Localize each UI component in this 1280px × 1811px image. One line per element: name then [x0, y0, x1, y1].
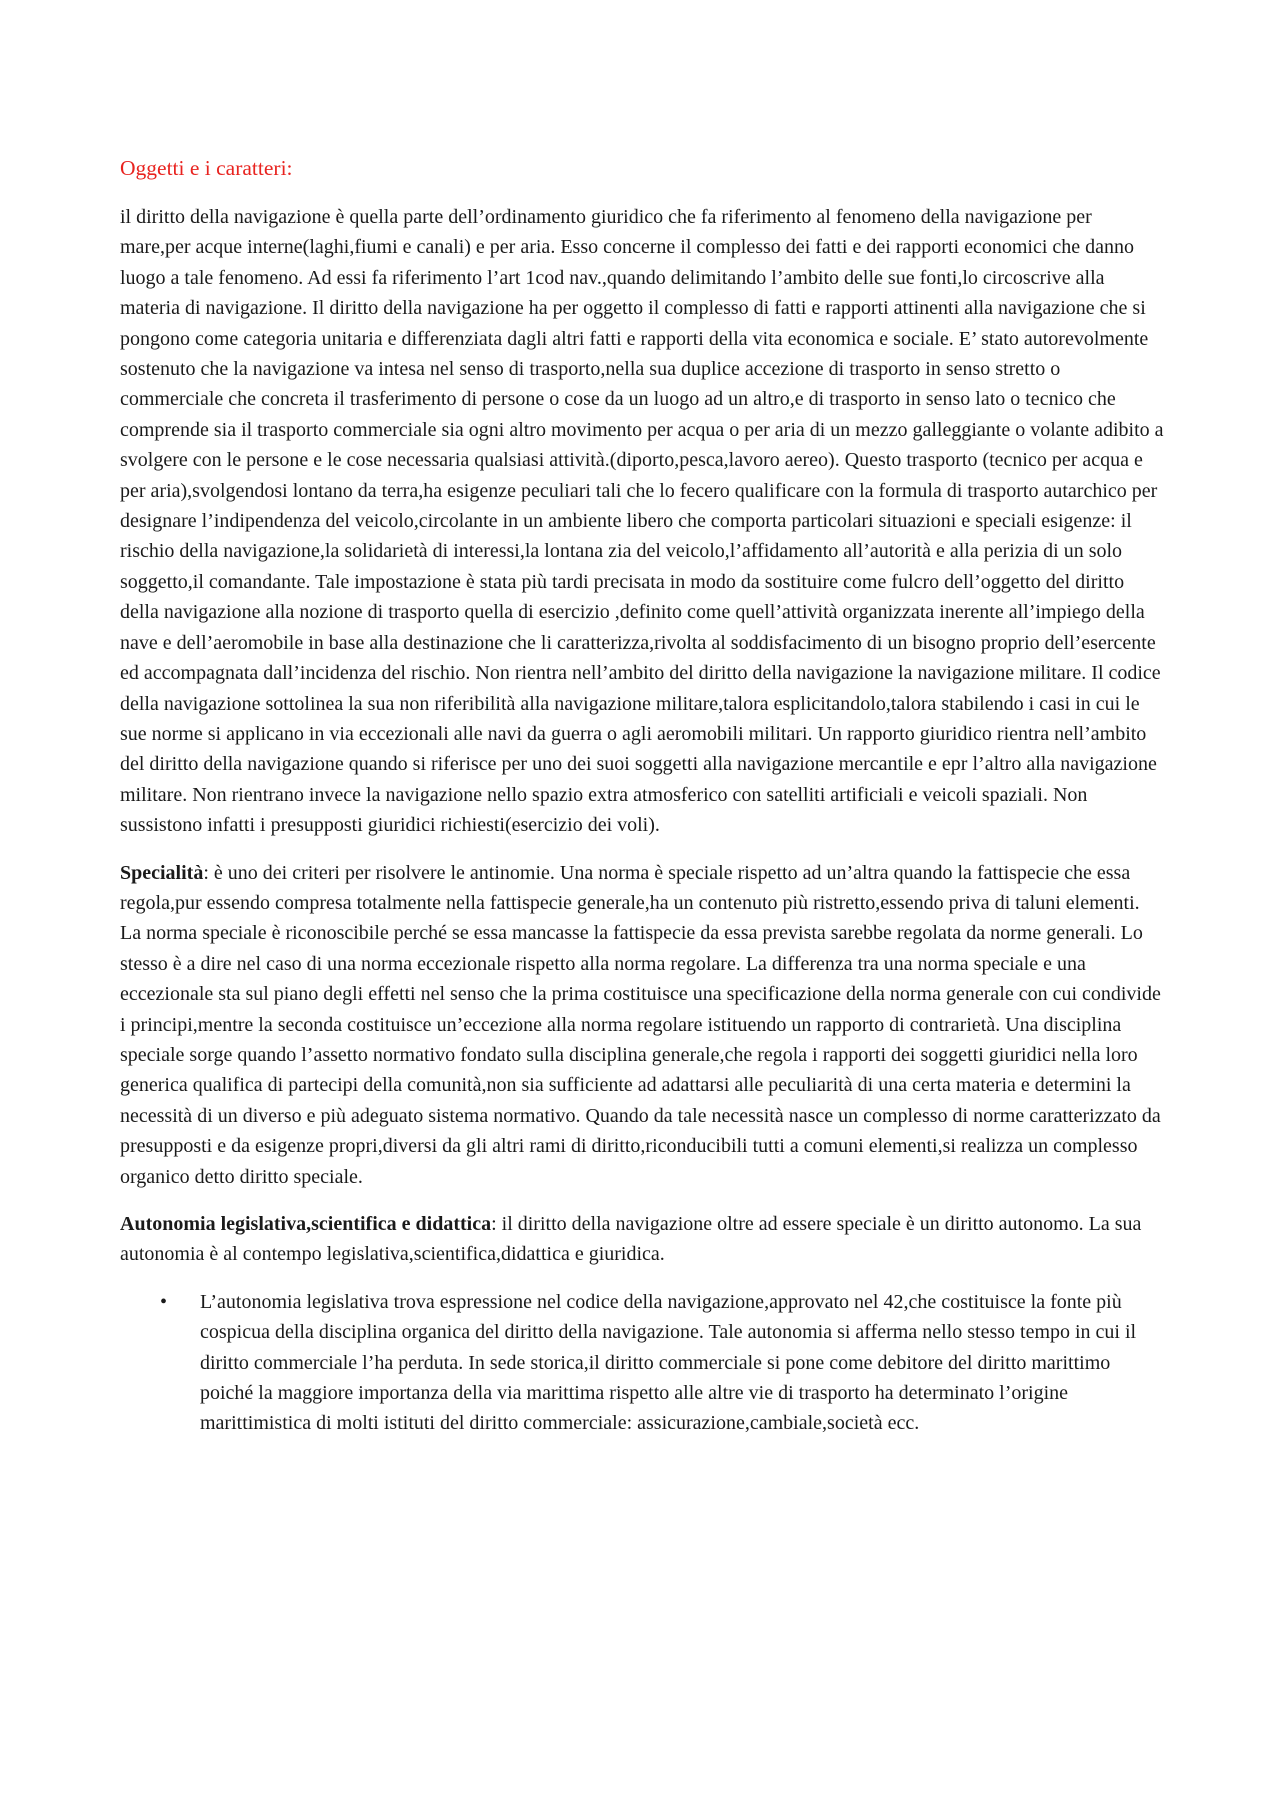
- term-specialita: Specialità: [120, 861, 204, 884]
- list-item: [120, 1287, 1164, 1439]
- paragraph-specialita: [120, 858, 1164, 1192]
- term-autonomia: Autonomia legislativa,scientifica e didattica: [120, 1213, 492, 1235]
- paragraph-autonomia: [120, 1209, 1164, 1270]
- bullet-list: [120, 1287, 1164, 1439]
- list-item-text: L’autonomia legislativa trova espressione nel codice della navigazione,approvato nel 42,che costituisce la fonte più cospicua della disciplina organica del diritto della navigazione. Tale autonomia si afferma nello stesso tempo in cui il diritto commerciale l’ha perduta. In sede storica,il diritto commerciale si pone come debitore del diritto marittimo poiché la maggiore importanza della via marittima rispetto alle altre vie di trasporto ha determinato l’origine marittimistica di molti istituti del diritto commerciale: assicurazione,cambiale,società ecc.: [200, 1290, 1137, 1435]
- section-heading: Oggetti e i caratteri:: [120, 156, 293, 180]
- paragraph-oggetti: il diritto della navigazione è quella parte dell’ordinamento giuridico che fa riferimento al fenomeno della navigazione per mare,per acque interne(laghi,fiumi e canali) e per aria. Esso concerne il complesso dei fatti e dei rapporti economici che danno luogo a tale fenomeno. Ad essi fa riferimento l’art 1cod nav.,quando delimitando l’ambito delle sue fonti,lo circoscrive alla materia di navigazione. Il diritto della navigazione ha per oggetto il complesso di fatti e rapporti attinenti alla navigazione che si pongono come categoria unitaria e differenziata dagli altri fatti e rapporti della vita economica e sociale. E’ stato autorevolmente sostenuto che la navigazione va intesa nel senso di trasporto,nella sua duplice accezione di trasporto in senso stretto o commerciale che concreta il trasferimento di persone o cose da un luogo ad un altro,e di trasporto in senso lato o tecnico che comprende sia il trasporto commerciale sia ogni altro movimento per acqua o per aria di un mezzo galleggiante o volante adibito a svolgere con le persone e le cose necessaria qualsiasi attività.(diporto,pesca,lavoro aereo). Questo trasporto (tecnico per acqua e per aria),svolgendosi lontano da terra,ha esigenze peculiari tali che lo fecero qualificare con la formula di trasporto autarchico per designare l’indipendenza del veicolo,circolante in un ambiente libero che comporta particolari situazioni e speciali esigenze: il rischio della navigazione,la solidarietà di interessi,la lontana zia del veicolo,l’affidamento all’autorità e alla perizia di un solo soggetto,il comandante. Tale impostazione è stata più tardi precisata in modo da sostituire come fulcro dell’oggetto del diritto della navigazione alla nozione di trasporto quella di esercizio ,definito come quell’attività organizzata inerente all’impiego della nave e dell’aeromobile in base alla destinazione che li caratterizza,rivolta al soddisfacimento di un bisogno proprio dell’esercente ed accompagnata dall’incidenza del rischio. Non rientra nell’ambito del diritto della navigazione la navigazione militare. Il codice della navigazione sottolinea la sua non riferibilità alla navigazione militare,talora esplicitandolo,talora stabilendo i casi in cui le sue norme si applicano in via eccezionali alle navi da guerra o agli aeromobili militari. Un rapporto giuridico rientra nell’ambito del diritto della navigazione quando si riferisce per uno dei suoi soggetti alla navigazione mercantile e epr l’altro alla navigazione militare. Non rientrano invece la navigazione nello spazio extra atmosferico con satelliti artificiali e veicoli spaziali. Non sussistono infatti i presupposti giuridici richiesti(esercizio dei voli).: [120, 206, 1164, 837]
- bullet-marker: •: [160, 1290, 168, 1313]
- text-autonomia: : il diritto della navigazione oltre ad essere speciale è un diritto autonomo. La sua autonomia è al contempo legislativa,scientifica,didattica e giuridica.: [120, 1213, 1142, 1266]
- text-specialita: : è uno dei criteri per risolvere le antinomie. Una norma è speciale rispetto ad un’altra quando la fattispecie che essa regola,pur essendo compresa totalmente nella fattispecie generale,ha un contenuto più ristretto,essendo priva di taluni elementi. La norma speciale è riconoscibile perché se essa mancasse la fattispecie da essa prevista sarebbe regolata da norme generali. Lo stesso è a dire nel caso di una norma eccezionale rispetto alla norma regolare. La differenza tra una norma speciale e una eccezionale sta sul piano degli effetti nel senso che la prima costituisce una specificazione della norma generale con cui condivide i principi,mentre la seconda costituisce un’eccezione alla norma regolare istituendo un rapporto di contrarietà. Una disciplina speciale sorge quando l’assetto normativo fondato sulla disciplina generale,che regola i rapporti dei soggetti giuridici nella loro generica qualifica di partecipi della comunità,non sia sufficiente ad adattarsi alle peculiarità di una certa materia e determini la necessità di un diverso e più adeguato sistema normativo. Quando da tale necessità nasce un complesso di norme caratterizzato da presupposti e da esigenze propri,diversi da gli altri rami di diritto,riconducibili tutti a comuni elementi,si realizza un complesso organico detto diritto speciale.: [120, 861, 1161, 1188]
